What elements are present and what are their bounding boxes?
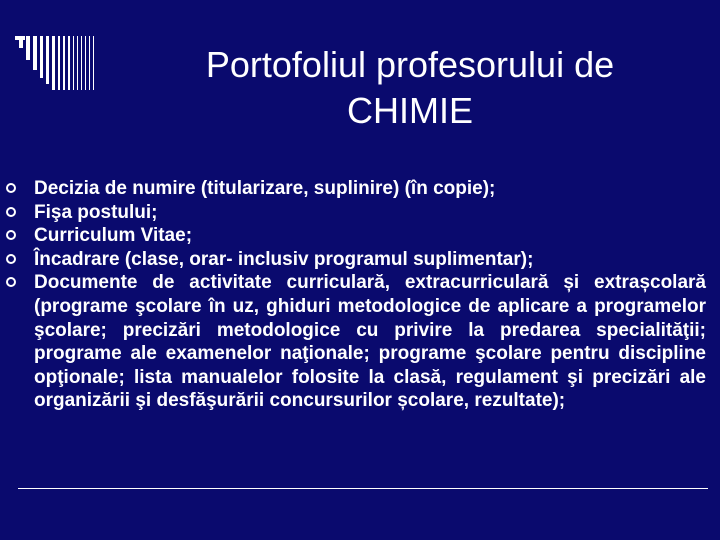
hollow-circle-bullet-icon xyxy=(6,277,16,287)
bullet-item-cv xyxy=(0,224,720,248)
bullet-item-documents xyxy=(0,271,720,413)
vertical-bars-decoration-icon xyxy=(0,0,150,90)
bullet-text: Decizia de numire (titularizare, suplinire) (în copie); xyxy=(34,178,496,199)
title-line-1: Portofoliul profesorului de xyxy=(205,44,615,85)
bullet-text: Încadrare (clase, orar- inclusiv programul suplimentar); xyxy=(34,248,534,270)
title-line-2: CHIMIE xyxy=(347,90,473,131)
bullet-text: Documente de activitate curriculară, extracurriculară și extrașcolară (programe şcolare în uz, ghiduri metodologice de aplicare a programelor şcolare; precizări metodologice cu privire la predarea specialităţii; programe ale examenelor naţionale; programe şcolare pentru discipline opţionale; lista manualelor folosite la clasă, regulament şi precizări ale organizării şi desfăşurării concursurilor școlare, rezultate); xyxy=(34,272,706,412)
bullet-item-assignment xyxy=(0,248,720,272)
bullet-item-job-description xyxy=(0,201,720,225)
slide-title xyxy=(160,42,660,134)
hollow-circle-bullet-icon xyxy=(6,183,16,193)
hollow-circle-bullet-icon xyxy=(6,207,16,217)
divider-line xyxy=(18,488,708,489)
bullet-text: Curriculum Vitae; xyxy=(34,225,193,247)
bullet-item-decision xyxy=(0,177,720,201)
hollow-circle-bullet-icon xyxy=(6,230,16,240)
bullet-list xyxy=(0,177,720,413)
bullet-text: Fişa postului; xyxy=(34,201,158,223)
hollow-circle-bullet-icon xyxy=(6,254,16,264)
